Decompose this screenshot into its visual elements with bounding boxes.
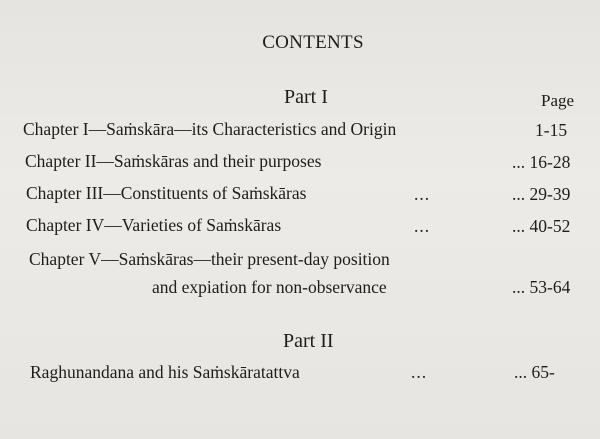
toc-entry-chapter-3-leader: ... (414, 184, 431, 204)
toc-entry-chapter-4: Chapter IV—Varieties of Saṁskāras (26, 215, 282, 235)
toc-entry-chapter-5-pages: ... 53-64 (512, 277, 571, 297)
toc-entry-part-2-leader: ... (411, 362, 428, 382)
toc-entry-part-2-pages: ... 65- (514, 362, 555, 382)
toc-entry-chapter-3-pages: ... 29-39 (512, 184, 571, 204)
toc-entry-chapter-5: Chapter V—Saṁskāras—their present-day position (29, 249, 390, 269)
page-column-label: Page (541, 91, 575, 110)
toc-entry-chapter-2: Chapter II—Saṁskāras and their purposes (25, 151, 322, 171)
part-heading-2: Part II (283, 330, 334, 352)
toc-entry-part-2: Raghunandana and his Saṁskāratattva (30, 362, 300, 382)
toc-entry-chapter-2-pages: ... 16-28 (512, 152, 571, 172)
toc-entry-chapter-1: Chapter I—Saṁskāra—its Characteristics and Origin (23, 119, 397, 139)
toc-entry-chapter-4-leader: ... (414, 216, 431, 236)
toc-entry-chapter-5-continued: and expiation for non-observance (152, 277, 387, 297)
toc-entry-chapter-3: Chapter III—Constituents of Saṁskāras (26, 183, 307, 203)
part-heading-1: Part I (284, 86, 328, 108)
toc-entry-chapter-1-pages: 1-15 (535, 120, 568, 140)
toc-entry-chapter-4-pages: ... 40-52 (512, 216, 571, 236)
page-title: CONTENTS (262, 32, 364, 53)
